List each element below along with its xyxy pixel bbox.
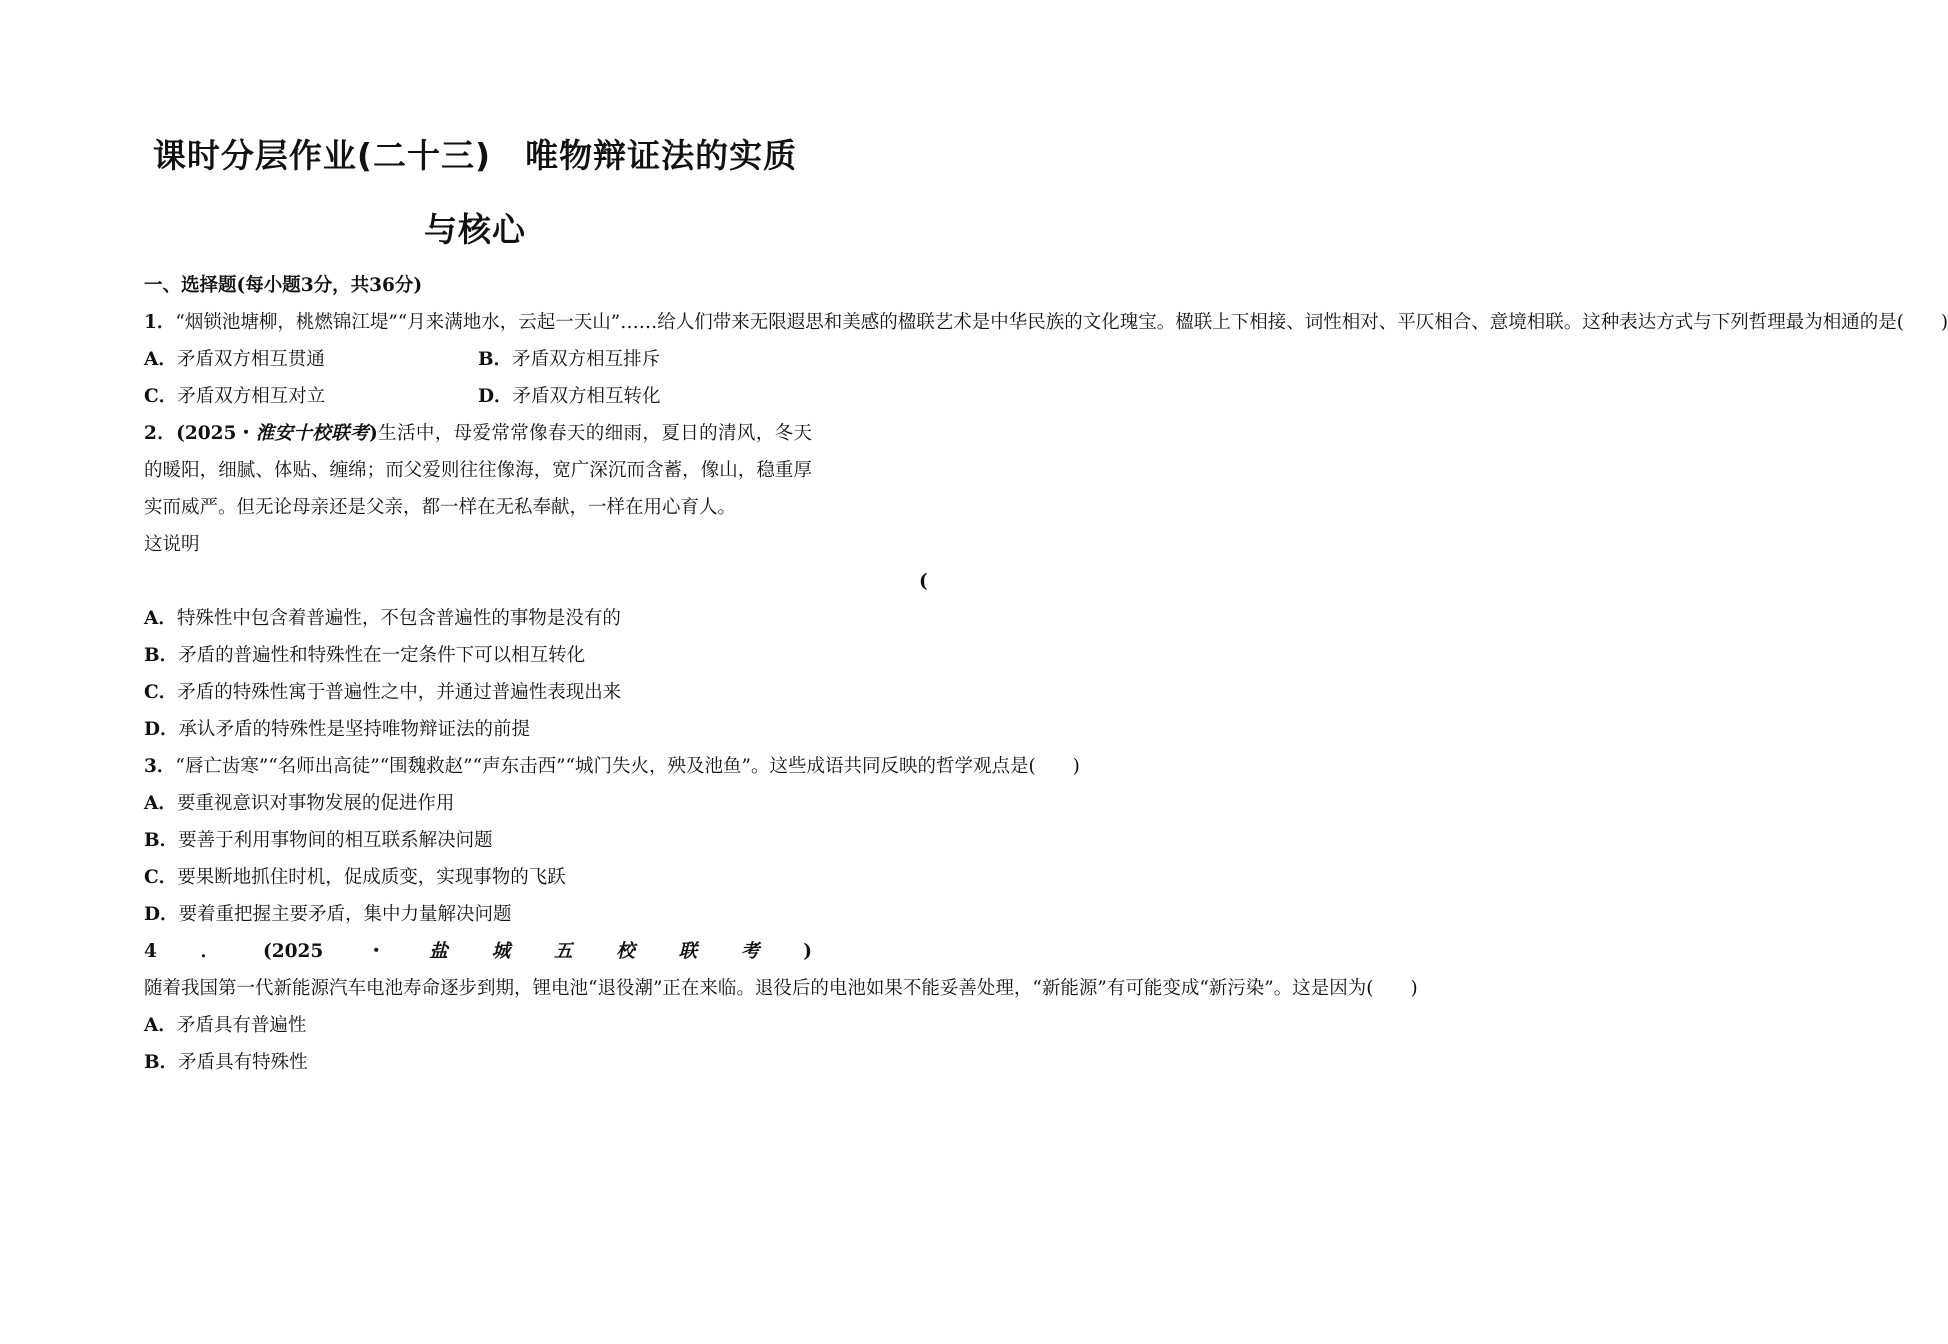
option-b: B．矛盾具有特殊性 [144, 1052, 308, 1073]
option-c: C．矛盾双方相互对立 [144, 386, 326, 407]
question-number: 3． [144, 756, 176, 777]
question-number: 1． [144, 312, 176, 333]
question-source: (2025・盐城五校联考) [263, 941, 812, 962]
question-number: 4． [144, 941, 263, 962]
option-c: C．矛盾的特殊性寓于普遍性之中，并通过普遍性表现出来 [144, 682, 622, 703]
question-text: 生活中，母爱常常像春天的细雨，夏日的清风，冬天的暖阳，细腻、体贴、缠绵；而父爱则往往像海，宽广深沉而含蓄，像山，稳重厚实而威严。但无论母亲还是父亲，都一样在无私奉献，一样在用心育人。 [144, 423, 812, 518]
option-d: D．矛盾双方相互转化 [478, 386, 661, 407]
option-d: D．要着重把握主要矛盾，集中力量解决问题 [144, 904, 512, 925]
option-b: B．矛盾的普遍性和特殊性在一定条件下可以相互转化 [144, 645, 586, 666]
question-number: 2． [144, 423, 177, 444]
option-b: B．要善于利用事物间的相互联系解决问题 [144, 830, 493, 851]
answer-paren: ( [919, 571, 928, 592]
options-row [144, 341, 812, 378]
option-a: A．特殊性中包含着普遍性，不包含普遍性的事物是没有的 [144, 608, 621, 629]
page-title-line-1: 课时分层作业(二十三) 唯物辩证法的实质 [152, 136, 798, 175]
question-1 [144, 304, 1948, 341]
question-text: “唇亡齿寒”“名师出高徒”“围魏救赵”“声东击西”“城门失火，殃及池鱼”。这些成语共同反映的哲学观点是( ) [175, 756, 1080, 777]
question-3 [144, 748, 1080, 785]
option-b: B．矛盾双方相互排斥 [478, 349, 661, 370]
section-heading: 一、选择题(每小题3分，共36分) [144, 275, 423, 296]
question-text-continued: 这说明 [144, 534, 200, 555]
option-c: C．要果断地抓住时机，促成质变，实现事物的飞跃 [144, 867, 566, 888]
document-body [144, 267, 1948, 1081]
answer-paren-line [144, 563, 928, 600]
option-d: D．承认矛盾的特殊性是坚持唯物辩证法的前提 [144, 719, 531, 740]
page-title-line-2: 与核心 [424, 210, 526, 249]
option-a: A．要重视意识对事物发展的促进作用 [144, 793, 455, 814]
question-text: “烟锁池塘柳，桃燃锦江堤”“月来满地水，云起一天山”……给人们带来无限遐思和美感的楹联艺术是中华民族的文化瑰宝。楹联上下相接、词性相对、平仄相合、意境相联。这种表达方式与下列哲理最为相通的是( ) [175, 312, 1948, 333]
options-row [144, 378, 812, 415]
question-4 [144, 933, 1418, 1007]
question-2 [144, 415, 812, 526]
question-text: 随着我国第一代新能源汽车电池寿命逐步到期，锂电池“退役潮”正在来临。退役后的电池如果不能妥善处理，“新能源”有可能变成“新污染”。这是因为( ) [144, 978, 1418, 999]
option-a: A．矛盾双方相互贯通 [144, 349, 325, 370]
question-source: (2025・淮安十校联考) [176, 423, 378, 444]
option-a: A．矛盾具有普遍性 [144, 1015, 307, 1036]
